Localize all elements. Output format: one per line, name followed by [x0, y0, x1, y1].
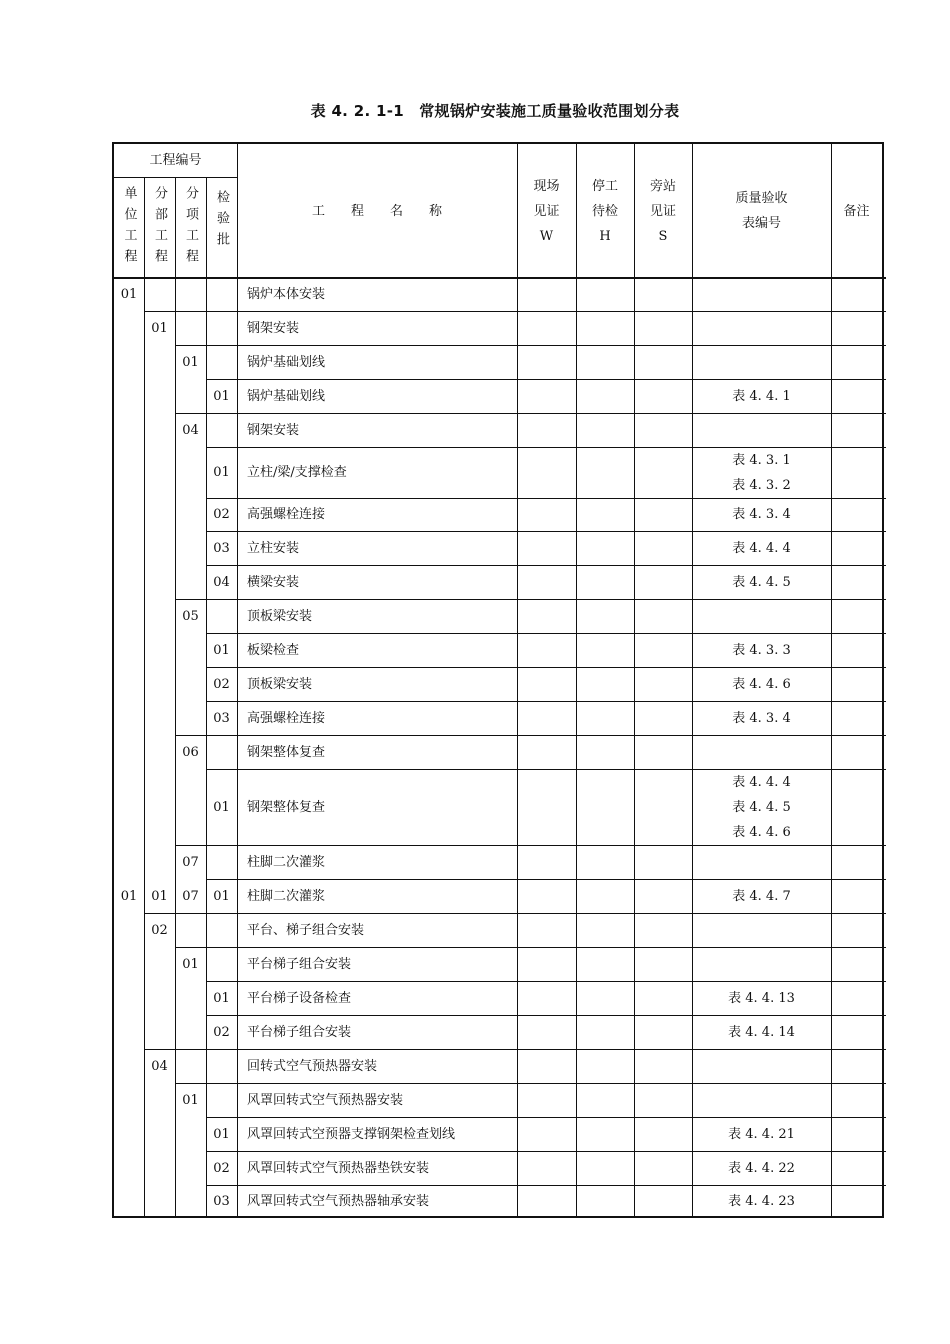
- row-code-b: 02: [213, 1160, 230, 1176]
- grid-line: [634, 144, 635, 278]
- grid-line: [206, 879, 886, 880]
- row-form-number: [692, 769, 831, 845]
- grid-line: [576, 278, 577, 1218]
- header-witness-w: [517, 144, 576, 278]
- row-project-name: 回转式空气预热器安装: [247, 1058, 378, 1074]
- form-number: 表 4. 4. 4: [732, 540, 791, 556]
- row-project-name: 锅炉本体安装: [247, 287, 326, 302]
- row-project-name: 平台梯子设备检查: [247, 990, 352, 1006]
- grid-line: [175, 1083, 886, 1084]
- row-code-s: 05: [182, 608, 199, 624]
- grid-line: [206, 565, 886, 566]
- grid-line: [206, 531, 886, 532]
- header-standby-s-lines: [650, 178, 676, 245]
- form-number: 表 4. 4. 5: [732, 574, 791, 590]
- row-project-name: 钢架安装: [247, 320, 300, 336]
- grid-line: [175, 735, 886, 736]
- header-batch-label: 检验批: [214, 189, 229, 253]
- row-code-d: 01: [151, 888, 168, 904]
- form-number: 表 4. 4. 13: [728, 990, 795, 1006]
- row-form-number-list: [732, 642, 790, 659]
- row-project-name: 立柱安装: [247, 540, 300, 556]
- row-form-number: [692, 498, 831, 531]
- grid-line: [175, 413, 886, 414]
- form-number: 表 4. 3. 2: [732, 477, 791, 493]
- grid-line: [831, 278, 832, 1218]
- row-project-name: 横梁安装: [247, 574, 300, 590]
- grid-line: [206, 667, 886, 668]
- row-code-d: 01: [151, 320, 168, 336]
- header-hold-h-line: 待检: [591, 203, 618, 219]
- row-project-name: 顶板梁安装: [247, 608, 313, 624]
- row-code-u: 01: [120, 287, 138, 302]
- row-code-b: 02: [213, 676, 230, 692]
- form-number: 表 4. 4. 1: [732, 388, 791, 404]
- row-code-b: 01: [213, 888, 230, 904]
- form-number: 表 4. 4. 7: [732, 888, 791, 904]
- header-standby-s-line: S: [658, 228, 668, 244]
- row-form-number-list: [728, 1024, 795, 1041]
- row-project-name: 风罩回转式空气预热器轴承安装: [247, 1194, 430, 1209]
- row-form-number: [692, 701, 831, 735]
- header-remark: 备注: [843, 203, 870, 219]
- row-form-number-list: [728, 1160, 795, 1177]
- header-subitem: [175, 177, 206, 278]
- row-form-number: [692, 379, 831, 413]
- row-project-name: 柱脚二次灌浆: [247, 888, 326, 904]
- header-project-code: 工程编号: [149, 153, 202, 168]
- header-hold-h-line: H: [599, 228, 611, 244]
- grid-line: [144, 177, 145, 278]
- grid-line: [206, 447, 886, 448]
- row-form-number: [692, 447, 831, 498]
- header-unit-label: 单位工程: [121, 185, 137, 270]
- header-witness-w-line: W: [539, 228, 554, 244]
- row-form-number-list: [732, 452, 790, 494]
- grid-line: [206, 1015, 886, 1016]
- grid-line: [206, 981, 886, 982]
- header-standby-s: [634, 144, 692, 278]
- grid-line: [175, 278, 176, 1218]
- row-code-b: 01: [213, 465, 230, 480]
- grid-line: [175, 599, 886, 600]
- form-number: 表 4. 4. 6: [732, 824, 791, 840]
- row-code-b: 04: [213, 574, 230, 590]
- row-form-number: [692, 1117, 831, 1151]
- grid-line: [206, 701, 886, 702]
- grid-line: [634, 278, 635, 1218]
- row-form-number-list: [732, 540, 790, 557]
- grid-line: [517, 278, 518, 1218]
- grid-line: [144, 278, 145, 1218]
- grid-line: [517, 144, 518, 278]
- row-form-number-list: [732, 710, 790, 727]
- row-form-number-list: [728, 1126, 795, 1143]
- form-number: 表 4. 4. 5: [732, 799, 791, 815]
- row-form-number: [692, 879, 831, 913]
- header-hold-h-lines: [592, 178, 618, 245]
- row-code-b: 01: [213, 1126, 230, 1142]
- row-project-name: 平台、梯子组合安装: [247, 922, 365, 938]
- header-batch: [206, 174, 237, 268]
- row-form-number-list: [732, 506, 790, 523]
- row-code-s: 04: [182, 422, 199, 438]
- header-form-number-line: 表编号: [741, 216, 781, 231]
- row-project-name: 高强螺栓连接: [247, 507, 326, 522]
- grid-line: [206, 1151, 886, 1152]
- form-number: 表 4. 4. 6: [732, 676, 791, 692]
- row-form-number: [692, 1151, 831, 1185]
- row-project-name: 锅炉基础划线: [247, 354, 326, 370]
- header-division-label: 分部工程: [152, 185, 167, 270]
- row-code-b: 02: [213, 507, 230, 522]
- row-code-b: 01: [213, 642, 230, 658]
- row-form-number-list: [732, 388, 790, 405]
- form-number: 表 4. 4. 14: [728, 1024, 795, 1040]
- header-form-number-lines: [735, 190, 787, 232]
- row-code-s: 07: [182, 888, 199, 904]
- grid-line: [237, 144, 238, 278]
- row-project-name: 锅炉基础划线: [247, 388, 326, 404]
- grid-line: [206, 379, 886, 380]
- form-number: 表 4. 3. 3: [732, 642, 791, 658]
- grid-line: [175, 947, 886, 948]
- form-number: 表 4. 3. 4: [732, 507, 791, 522]
- form-number: 表 4. 3. 1: [732, 452, 791, 468]
- row-form-number-list: [732, 574, 790, 591]
- grid-line: [206, 633, 886, 634]
- row-code-b: 01: [213, 990, 230, 1006]
- row-project-name: 柱脚二次灌浆: [247, 854, 326, 870]
- row-form-number-list: [728, 1193, 795, 1210]
- grid-line: [206, 1117, 886, 1118]
- form-number: 表 4. 4. 21: [728, 1126, 795, 1142]
- acceptance-scope-table: [112, 142, 884, 1218]
- row-form-number: [692, 1015, 831, 1049]
- document-title: 表 4. 2. 1-1 常规锅炉安装施工质量验收范围划分表: [310, 102, 680, 120]
- form-number: 表 4. 3. 4: [732, 710, 791, 726]
- row-project-name: 立柱/梁/支撑检查: [247, 465, 347, 480]
- grid-line: [692, 278, 693, 1218]
- row-project-name: 钢架安装: [247, 422, 300, 438]
- row-code-b: 01: [213, 799, 230, 815]
- row-project-name: 板梁检查: [247, 642, 300, 658]
- row-code-b: 01: [213, 388, 230, 404]
- row-form-number-list: [728, 990, 795, 1007]
- grid-line: [206, 278, 207, 1218]
- grid-line: [144, 311, 886, 312]
- row-project-name: 风罩回转式空气预热器安装: [247, 1092, 404, 1108]
- header-witness-w-lines: [533, 178, 559, 245]
- row-code-s: 01: [182, 956, 199, 972]
- grid-line: [144, 1049, 886, 1050]
- row-code-b: 03: [213, 540, 230, 556]
- row-code-b: 03: [213, 710, 230, 726]
- row-code-s: 06: [182, 744, 199, 760]
- grid-line: [175, 177, 176, 278]
- grid-line: [206, 177, 207, 278]
- row-form-number-list: [732, 774, 790, 841]
- row-code-u: 01: [120, 888, 138, 904]
- header-witness-w-line: 现场: [533, 178, 560, 194]
- row-project-name: 风罩回转式空气预热器垫铁安装: [247, 1160, 430, 1176]
- grid-line: [576, 144, 577, 278]
- row-code-s: 01: [182, 1092, 199, 1108]
- row-code-s: 07: [182, 854, 199, 870]
- row-project-name: 顶板梁安装: [247, 676, 313, 692]
- header-subitem-label: 分项工程: [183, 185, 198, 270]
- header-witness-w-line: 见证: [533, 203, 560, 219]
- header-hold-h: [576, 144, 634, 278]
- row-code-s: 01: [182, 354, 199, 370]
- grid-line: [175, 845, 886, 846]
- form-number: 表 4. 4. 22: [728, 1160, 795, 1176]
- header-unit: [114, 177, 144, 278]
- row-project-name: 钢架整体复查: [247, 799, 326, 815]
- header-standby-s-line: 旁站: [649, 178, 676, 194]
- row-form-number: [692, 1185, 831, 1218]
- grid-line: [175, 345, 886, 346]
- row-project-name: 平台梯子组合安装: [247, 956, 352, 972]
- header-standby-s-line: 见证: [649, 203, 676, 219]
- header-project-name: 工 程 名 称: [311, 203, 442, 219]
- form-number: 表 4. 4. 4: [732, 774, 791, 790]
- row-project-name: 高强螺栓连接: [247, 710, 326, 726]
- grid-line: [237, 278, 238, 1218]
- grid-line: [831, 144, 832, 278]
- row-form-number: [692, 633, 831, 667]
- grid-line: [692, 144, 693, 278]
- form-number: 表 4. 4. 23: [728, 1194, 795, 1209]
- row-form-number-list: [732, 676, 790, 693]
- grid-line: [144, 913, 886, 914]
- row-form-number: [692, 565, 831, 599]
- grid-line: [206, 769, 886, 770]
- header-division: [144, 177, 175, 278]
- row-form-number: [692, 531, 831, 565]
- row-code-b: 03: [213, 1194, 230, 1209]
- grid-line: [206, 498, 886, 499]
- row-project-name: 风罩回转式空预器支撑钢架检查划线: [247, 1126, 456, 1142]
- row-form-number: [692, 667, 831, 701]
- row-code-d: 02: [151, 922, 168, 938]
- row-project-name: 平台梯子组合安装: [247, 1024, 352, 1040]
- header-hold-h-line: 停工: [591, 178, 618, 194]
- grid-line: [206, 1185, 886, 1186]
- header-form-number: [692, 144, 831, 278]
- row-project-name: 钢架整体复查: [247, 744, 326, 760]
- row-code-d: 04: [151, 1058, 168, 1074]
- header-form-number-line: 质量验收: [735, 191, 788, 206]
- row-form-number-list: [732, 888, 790, 905]
- row-form-number: [692, 981, 831, 1015]
- row-code-b: 02: [213, 1024, 230, 1040]
